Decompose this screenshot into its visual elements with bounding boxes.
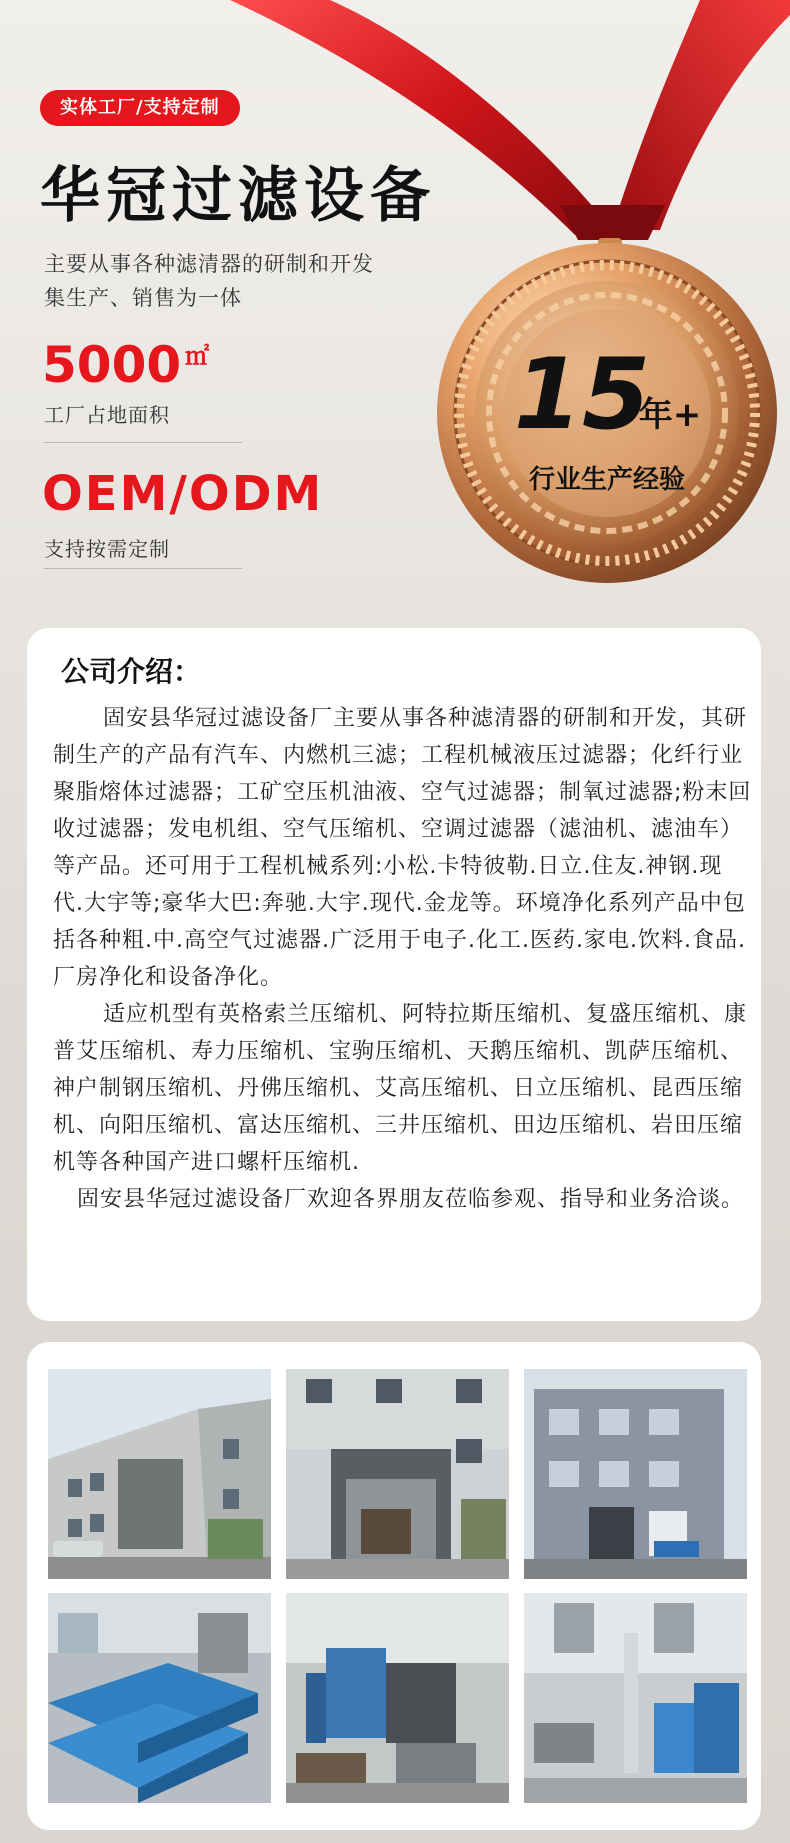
factory-tag: 实体工厂/支持定制 <box>40 90 240 126</box>
factory-exterior-photo <box>286 1369 509 1579</box>
page-title: 华冠过滤设备 <box>40 161 436 231</box>
medal-number: 15 <box>513 338 651 452</box>
factory-exterior-photo <box>524 1369 747 1579</box>
company-intro-card <box>27 628 761 1321</box>
intro-paragraph: 适应机型有英格索兰压缩机、阿特拉斯压缩机、复盛压缩机、康普艾压缩机、寿力压缩机、宝驹压缩机、天鹅压缩机、凯萨压缩机、神户制钢压缩机、丹佛压缩机、艾高压缩机、日立压缩机、昆西压缩机、向阳压缩机、富达压缩机、三井压缩机、田边压缩机、岩田压缩机等各种国产进口螺杆压缩机. <box>53 1002 748 1175</box>
factory-exterior-photo <box>48 1369 271 1579</box>
workshop-interior-photo <box>524 1593 747 1803</box>
intro-paragraph: 固安县华冠过滤设备厂主要从事各种滤清器的研制和开发，其研制生产的产品有汽车、内燃机三滤；工程机械液压过滤器；化纤行业聚脂熔体过滤器；工矿空压机油液、空气过滤器；制氧过滤器;粉末回收过滤器；发电机组、空气压缩机、空调过滤器（滤油机、滤油车）等产品。还可用于工程机械系列:小松.卡特彼勒.日立.住友.神钢.现代.大宇等;豪华大巴:奔驰.大宇.现代.金龙等。环境净化系列产品中包括各种粗.中.高空气过滤器.广泛用于电子.化工.医药.家电.饮料.食品.厂房净化和设备净化。 <box>53 706 752 990</box>
medal-suffix: 年+ <box>638 395 702 435</box>
hero-banner <box>0 0 790 620</box>
medal-icon <box>432 238 782 588</box>
factory-photo-gallery <box>27 1342 761 1830</box>
subtitle-line-2: 集生产、销售为一体 <box>44 286 242 310</box>
stat-area-label: 工厂占地面积 <box>44 403 170 427</box>
intro-heading: 公司介绍： <box>61 655 202 688</box>
intro-paragraph: 固安县华冠过滤设备厂欢迎各界朋友莅临参观、指导和业务洽谈。 <box>77 1187 745 1212</box>
stat-divider <box>44 568 242 569</box>
stat-oem-label: 支持按需定制 <box>44 537 170 561</box>
workshop-interior-photo <box>48 1593 271 1803</box>
stat-oem-value: OEM/ODM <box>42 466 324 522</box>
intro-body <box>53 700 753 1218</box>
medal-caption: 行业生产经验 <box>528 465 686 495</box>
stat-area-value: 5000 ㎡ <box>42 336 210 394</box>
workshop-interior-photo <box>286 1593 509 1803</box>
stat-divider <box>44 442 242 443</box>
subtitle-line-1: 主要从事各种滤清器的研制和开发 <box>44 252 374 276</box>
